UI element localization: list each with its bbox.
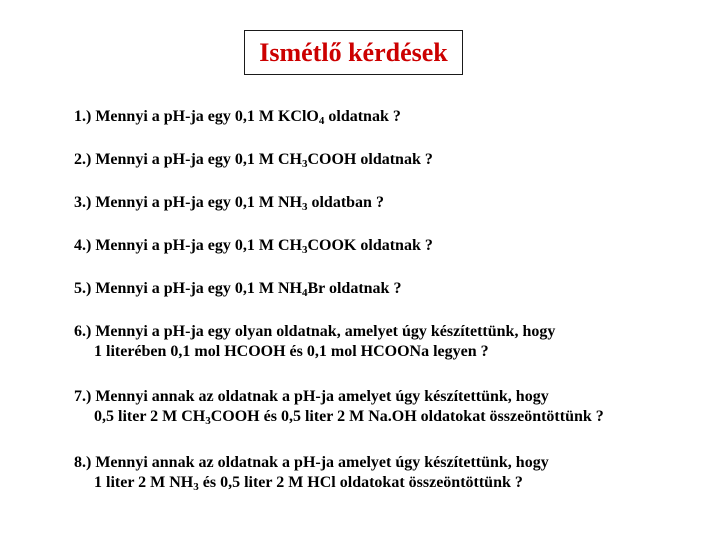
- text-segment: és 0,5 liter 2 M HCl oldatokat összeöntöttünk ?: [198, 474, 523, 491]
- text-segment: COOH és 0,5 liter 2 M Na.OH oldatokat összeöntöttünk ?: [210, 408, 604, 425]
- question-line: [74, 107, 401, 127]
- text-segment: 2.) Mennyi a pH-ja egy 0,1 M CH: [74, 151, 302, 168]
- text-segment: 3.) Mennyi a pH-ja egy 0,1 M NH: [74, 194, 302, 211]
- question-2: [74, 150, 433, 170]
- question-line-continued: [74, 473, 549, 493]
- question-5: [74, 279, 401, 299]
- text-segment: oldatnak ?: [324, 108, 401, 125]
- text-segment: 1.) Mennyi a pH-ja egy 0,1 M KClO: [74, 108, 319, 125]
- subscript: 3: [301, 201, 308, 213]
- subscript: 3: [193, 481, 199, 493]
- text-segment: 1 literében 0,1 mol HCOOH és 0,1 mol HCOONa legyen ?: [94, 343, 489, 360]
- text-segment: oldatban ?: [307, 194, 384, 211]
- question-line: [74, 387, 604, 407]
- title-box: [244, 30, 463, 75]
- question-7: [74, 387, 604, 427]
- text-segment: 0,5 liter 2 M CH: [94, 408, 206, 425]
- text-segment: 6.) Mennyi a pH-ja egy olyan oldatnak, amelyet úgy készítettünk, hogy: [74, 323, 556, 340]
- text-segment: 1 liter 2 M NH: [94, 474, 194, 491]
- question-line: [74, 322, 555, 342]
- page-title: Ismétlő kérdések: [259, 37, 448, 67]
- question-line: [74, 193, 384, 213]
- subscript: 3: [301, 158, 308, 170]
- text-segment: 8.) Mennyi annak az oldatnak a pH-ja amelyet úgy készítettünk, hogy: [74, 454, 549, 471]
- question-8: [74, 453, 549, 493]
- text-segment: COOH oldatnak ?: [307, 151, 433, 168]
- question-3: [74, 193, 384, 213]
- question-line-continued: [74, 407, 604, 427]
- text-segment: 5.) Mennyi a pH-ja egy 0,1 M NH: [74, 280, 302, 297]
- question-4: [74, 236, 433, 256]
- text-segment: 4.) Mennyi a pH-ja egy 0,1 M CH: [74, 237, 302, 254]
- subscript: 4: [301, 287, 308, 299]
- question-line: [74, 453, 549, 473]
- question-line: [74, 236, 433, 256]
- question-6: [74, 322, 555, 362]
- subscript: 3: [205, 415, 211, 427]
- question-line: [74, 279, 401, 299]
- text-segment: 7.) Mennyi annak az oldatnak a pH-ja amelyet úgy készítettünk, hogy: [74, 388, 549, 405]
- text-segment: COOK oldatnak ?: [307, 237, 433, 254]
- subscript: 3: [301, 244, 308, 256]
- question-line: [74, 150, 433, 170]
- question-line-continued: [74, 342, 555, 362]
- question-1: [74, 107, 401, 127]
- text-segment: Br oldatnak ?: [307, 280, 402, 297]
- subscript: 4: [318, 115, 325, 127]
